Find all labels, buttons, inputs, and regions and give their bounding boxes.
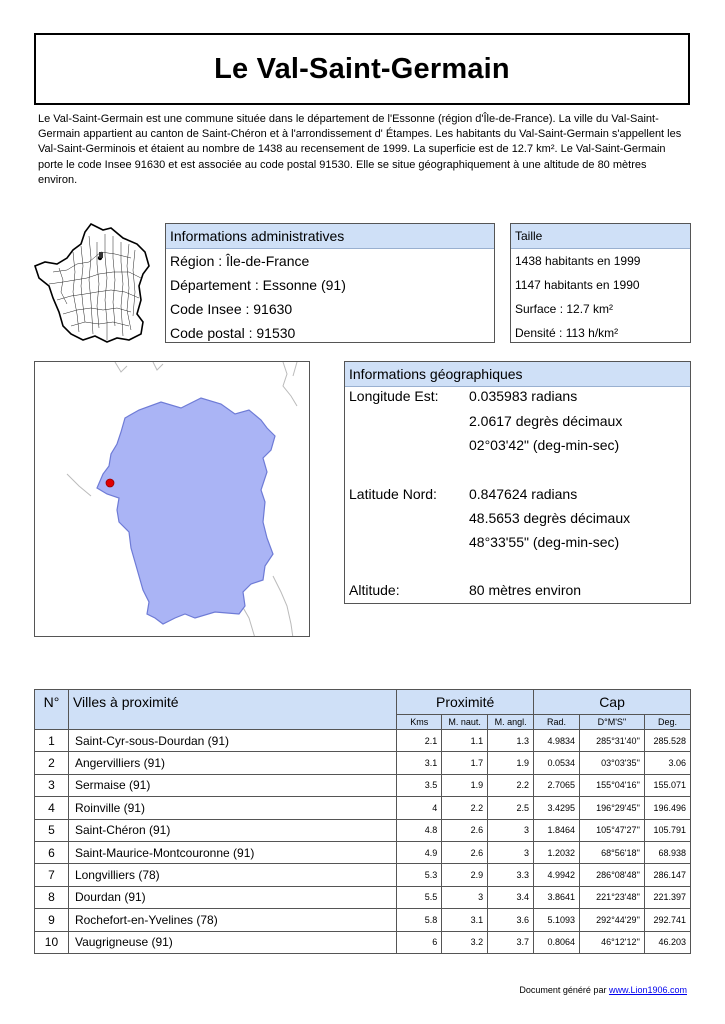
cell-city: Dourdan (91) [68, 886, 396, 908]
cell-kms: 2.1 [397, 730, 442, 752]
cell-kms: 5.5 [397, 886, 442, 908]
cell-rad: 3.4295 [534, 797, 580, 819]
cell-rad: 1.8464 [534, 819, 580, 841]
cell-city: Vaugrigneuse (91) [68, 931, 396, 953]
cell-deg: 221.397 [644, 886, 690, 908]
cell-naut: 1.7 [442, 752, 488, 774]
cell-number: 10 [35, 931, 69, 953]
cell-deg: 68.938 [644, 841, 690, 863]
cell-number: 1 [35, 730, 69, 752]
table-row [35, 797, 691, 819]
cell-kms: 6 [397, 931, 442, 953]
cell-number: 6 [35, 841, 69, 863]
cell-angl: 3.4 [488, 886, 534, 908]
cell-angl: 3.7 [488, 931, 534, 953]
cell-city: Angervilliers (91) [68, 752, 396, 774]
cell-city: Roinville (91) [68, 797, 396, 819]
subcol-dms: D°M'S'' [580, 715, 645, 730]
cell-kms: 3.5 [397, 774, 442, 796]
postal-line: Code postal : 91530 [170, 325, 296, 341]
admin-info-panel [165, 223, 495, 343]
cell-deg: 3.06 [644, 752, 690, 774]
cell-kms: 4.9 [397, 841, 442, 863]
region-line: Région : Île-de-France [170, 253, 310, 269]
department-map [34, 361, 310, 637]
cell-naut: 3.1 [442, 909, 488, 931]
cell-city: Rochefort-en-Yvelines (78) [68, 909, 396, 931]
cell-dms: 285°31'40'' [580, 730, 645, 752]
size-header: Taille [511, 224, 690, 249]
cell-rad: 0.8064 [534, 931, 580, 953]
footer-link[interactable]: www.Lion1906.com [608, 985, 687, 995]
cell-number: 4 [35, 797, 69, 819]
footer [519, 985, 687, 995]
cell-dms: 196°29'45'' [580, 797, 645, 819]
cell-number: 3 [35, 774, 69, 796]
cell-angl: 3 [488, 841, 534, 863]
town-marker [106, 479, 114, 487]
cell-angl: 3 [488, 819, 534, 841]
cell-city: Sermaise (91) [68, 774, 396, 796]
cell-deg: 46.203 [644, 931, 690, 953]
cell-rad: 1.2032 [534, 841, 580, 863]
table-row [35, 886, 691, 908]
cell-city: Longvilliers (78) [68, 864, 396, 886]
population-1990: 1147 habitants en 1990 [515, 278, 640, 292]
size-panel [510, 223, 691, 343]
admin-info-header: Informations administratives [166, 224, 494, 249]
altitude-value: 80 mètres environ [469, 582, 582, 598]
longitude-decimal: 2.0617 degrès décimaux [469, 413, 623, 429]
table-row [35, 931, 691, 953]
title-box [34, 33, 690, 105]
latitude-decimal: 48.5653 degrès décimaux [469, 510, 631, 526]
cell-rad: 0.0534 [534, 752, 580, 774]
cell-naut: 2.9 [442, 864, 488, 886]
cell-naut: 2.6 [442, 841, 488, 863]
cell-dms: 292°44'29'' [580, 909, 645, 931]
nearby-cities-table [34, 689, 691, 954]
density-line: Densité : 113 h/km² [515, 326, 619, 340]
table-row [35, 909, 691, 931]
geo-info-header: Informations géographiques [345, 362, 690, 387]
col-heading: Cap [534, 690, 691, 715]
cell-city: Saint-Cyr-sous-Dourdan (91) [68, 730, 396, 752]
insee-line: Code Insee : 91630 [170, 301, 293, 317]
latitude-dms: 48°33'55" (deg-min-sec) [469, 534, 620, 550]
table-row [35, 774, 691, 796]
footer-text: Document généré par [519, 985, 609, 995]
france-map [33, 222, 157, 348]
cell-dms: 221°23'48'' [580, 886, 645, 908]
page-title: Le Val-Saint-Germain [214, 52, 510, 85]
cell-angl: 2.2 [488, 774, 534, 796]
cell-city: Saint-Maurice-Montcouronne (91) [68, 841, 396, 863]
surface-line: Surface : 12.7 km² [515, 302, 614, 316]
cell-naut: 1.9 [442, 774, 488, 796]
cell-city: Saint-Chéron (91) [68, 819, 396, 841]
cell-rad: 4.9834 [534, 730, 580, 752]
cell-angl: 1.3 [488, 730, 534, 752]
cell-number: 2 [35, 752, 69, 774]
subcol-naut: M. naut. [442, 715, 488, 730]
cell-dms: 286°08'48'' [580, 864, 645, 886]
subcol-rad: Rad. [534, 715, 580, 730]
table-row [35, 864, 691, 886]
cell-dms: 68°56'18'' [580, 841, 645, 863]
cell-naut: 3.2 [442, 931, 488, 953]
geo-info-panel [344, 361, 691, 604]
cell-rad: 3.8641 [534, 886, 580, 908]
cell-angl: 3.6 [488, 909, 534, 931]
departement-line: Département : Essonne (91) [170, 277, 346, 293]
cell-dms: 155°04'16'' [580, 774, 645, 796]
altitude-label: Altitude: [349, 582, 400, 598]
cell-angl: 3.3 [488, 864, 534, 886]
table-row [35, 752, 691, 774]
cell-kms: 5.8 [397, 909, 442, 931]
cell-deg: 285.528 [644, 730, 690, 752]
cell-rad: 5.1093 [534, 909, 580, 931]
cell-naut: 3 [442, 886, 488, 908]
cell-deg: 105.791 [644, 819, 690, 841]
col-number: N° [35, 690, 69, 730]
latitude-label: Latitude Nord: [349, 486, 437, 502]
cell-deg: 155.071 [644, 774, 690, 796]
cell-kms: 3.1 [397, 752, 442, 774]
cell-kms: 5.3 [397, 864, 442, 886]
longitude-label: Longitude Est: [349, 388, 439, 404]
longitude-dms: 02°03'42" (deg-min-sec) [469, 437, 620, 453]
cell-deg: 196.496 [644, 797, 690, 819]
cell-naut: 2.2 [442, 797, 488, 819]
cell-number: 7 [35, 864, 69, 886]
intro-paragraph: Le Val-Saint-Germain est une commune située dans le département de l'Essonne (région d'Île-de-France). La ville du Val-Saint-Germain appartient au canton de Saint-Chéron et à l'arrondissement d' Étampes. Les habitants du Val-Saint-Germain s'appellent les Val-Saint-Germinois et étaient au nombre de 1438 au recensement de 1999. La superficie est de 12.7 km². Le Val-Saint-Germain porte le code Insee 91630 et est associée au code postal 91530. Elle se situe géographiquement à une altitude de 80 mètres environ. [38, 113, 682, 186]
cell-naut: 2.6 [442, 819, 488, 841]
subcol-kms: Kms [397, 715, 442, 730]
subcol-deg: Deg. [644, 715, 690, 730]
col-city: Villes à proximité [68, 690, 396, 730]
cell-kms: 4.8 [397, 819, 442, 841]
cell-number: 5 [35, 819, 69, 841]
cell-naut: 1.1 [442, 730, 488, 752]
cell-number: 9 [35, 909, 69, 931]
subcol-angl: M. angl. [488, 715, 534, 730]
cell-angl: 1.9 [488, 752, 534, 774]
cell-dms: 105°47'27'' [580, 819, 645, 841]
cell-deg: 292.741 [644, 909, 690, 931]
cell-dms: 46°12'12'' [580, 931, 645, 953]
cell-kms: 4 [397, 797, 442, 819]
cell-deg: 286.147 [644, 864, 690, 886]
cell-angl: 2.5 [488, 797, 534, 819]
latitude-radians: 0.847624 radians [469, 486, 578, 502]
cell-number: 8 [35, 886, 69, 908]
col-proximity: Proximité [397, 690, 534, 715]
table-row [35, 819, 691, 841]
population-1999: 1438 habitants en 1999 [515, 254, 641, 268]
cell-dms: 03°03'35'' [580, 752, 645, 774]
table-row [35, 841, 691, 863]
cell-rad: 4.9942 [534, 864, 580, 886]
cell-rad: 2.7065 [534, 774, 580, 796]
table-row [35, 730, 691, 752]
longitude-radians: 0.035983 radians [469, 388, 578, 404]
